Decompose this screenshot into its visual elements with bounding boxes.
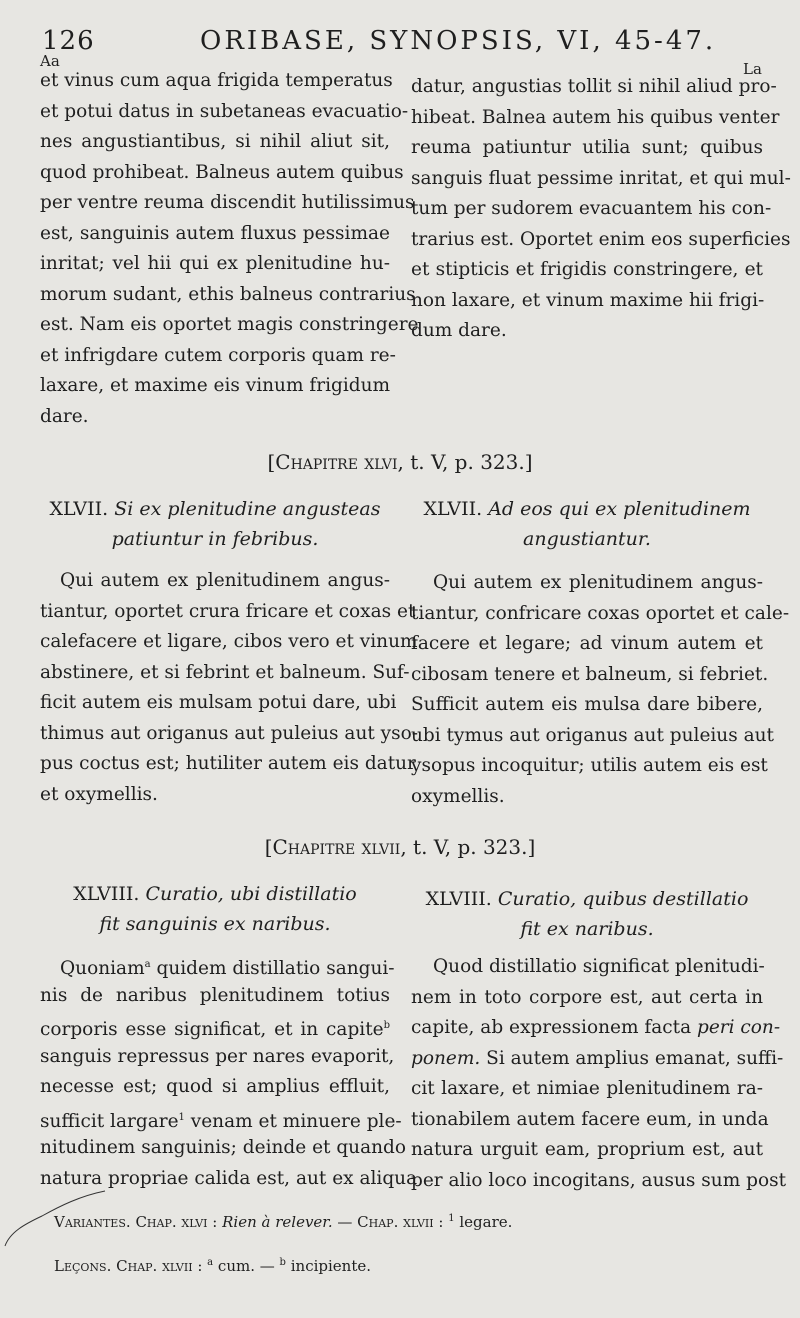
text-line: necesse est; quod si amplius effluit,	[40, 1076, 390, 1097]
running-head	[40, 22, 760, 62]
section1-left-column	[40, 66, 419, 432]
variantes-note	[54, 1213, 512, 1231]
text-line: et infrigdare cutem corporis quam re-	[40, 344, 396, 366]
text-line: nem in toto corpore est, aut certa in	[411, 986, 763, 1008]
text-line	[40, 950, 395, 981]
italic-run: ponem.	[411, 1047, 481, 1069]
note-dash: —	[337, 1213, 353, 1231]
bracket: [	[264, 835, 273, 859]
section3-right-column	[411, 952, 787, 1196]
chapitre-label: Chapitre xlvi	[275, 450, 398, 474]
text-line: thimus aut origanus aut puleius aut yso-	[40, 722, 419, 744]
chapter-reference	[0, 835, 800, 859]
heading-number: XLVII.	[423, 498, 483, 520]
footnote-mark: 1	[448, 1213, 455, 1224]
heading-title: Curatio, ubi distillatio	[145, 883, 357, 905]
heading-number: XLVIII.	[425, 888, 492, 910]
text-line	[411, 1013, 781, 1044]
text-line: Sufficit autem eis mulsa dare bibere,	[411, 694, 763, 715]
italic-run: peri con-	[696, 1017, 781, 1038]
text-line: ubi tymus aut origanus aut puleius aut	[411, 724, 774, 746]
text-line: sanguis repressus per nares evaporit,	[40, 1045, 395, 1067]
text-line: non laxare, et vinum maxime hii frigi-	[411, 289, 765, 311]
text-line: facere et legare; ad vinum autem et	[411, 633, 763, 654]
chapitre-label: Chapitre xlvii	[272, 835, 401, 859]
footnote-mark: a	[207, 1257, 214, 1268]
heading-title-cont: angustiantur.	[523, 528, 651, 550]
heading-number: XLVII.	[49, 498, 109, 520]
note-dash: —	[259, 1257, 275, 1275]
heading-title: Ad eos qui ex plenitudinem	[488, 498, 751, 520]
text-line: hibeat. Balnea autem his quibus venter	[411, 106, 780, 128]
text-run: Quoniam	[60, 958, 145, 980]
note-chapter: Chap. xlvii :	[357, 1213, 444, 1231]
note-text: legare.	[459, 1213, 513, 1231]
text-line: dare.	[40, 405, 89, 427]
text-run: venam et minuere ple-	[184, 1110, 402, 1132]
text-run: Si autem amplius emanat, suffi-	[480, 1047, 784, 1069]
text-line: nitudinem sanguinis; deinde et quando	[40, 1137, 407, 1158]
text-line: et potui datus in subetaneas evacuatio-	[40, 100, 409, 122]
text-line: Qui autem ex plenitudinem angus-	[60, 570, 390, 591]
heading-title-cont: fit ex naribus.	[520, 918, 654, 940]
note-text: incipiente.	[290, 1257, 372, 1275]
section1-right-column	[411, 72, 791, 347]
text-line: est, sanguinis autem fluxus pessimae	[40, 222, 390, 244]
text-line: abstinere, et si febrint et balneum. Suf-	[40, 661, 410, 683]
text-line: et oxymellis.	[40, 783, 158, 805]
text-run: quidem distillatio sangui-	[150, 958, 395, 980]
text-line: tiantur, oportet crura fricare et coxas et	[40, 600, 416, 622]
note-chapter: Chap. xlvi :	[135, 1213, 218, 1231]
text-line: est. Nam eis oportet magis constringere	[40, 314, 419, 335]
section3-left-heading	[40, 879, 390, 939]
text-line: cibosam tenere et balneum, si febriet.	[411, 663, 769, 685]
text-line: calefacere et ligare, cibos vero et vinum	[40, 631, 418, 652]
text-line: ficit autem eis mulsam potui dare, ubi	[40, 692, 397, 713]
section3-right-heading	[411, 884, 763, 944]
text-line: pus coctus est; hutiliter autem eis datur	[40, 753, 416, 774]
note-label: Leçons.	[54, 1257, 112, 1275]
text-line: ysopus incoquitur; utilis autem eis est	[411, 755, 768, 776]
section2-right-column	[411, 568, 790, 812]
text-line: tiantur, confricare coxas oportet et cale-	[411, 602, 790, 624]
text-line: tum per sudorem evacuantem his con-	[411, 198, 772, 219]
heading-number: XLVIII.	[73, 883, 140, 905]
lecons-note	[54, 1257, 371, 1275]
text-line: inritat; vel hii qui ex plenitudine hu-	[40, 253, 390, 274]
heading-title-cont: patiuntur in febribus.	[111, 528, 319, 550]
footnote-mark: b	[383, 1020, 390, 1031]
text-line: natura urguit eam, proprium est, aut	[411, 1139, 763, 1160]
text-line: nes angustiantibus, si nihil aliut sit,	[40, 131, 390, 152]
footnote-mark: a	[144, 959, 151, 970]
note-text: cum.	[217, 1257, 255, 1275]
bracket: [	[267, 450, 276, 474]
section3-left-column	[40, 950, 418, 1194]
text-line: nis de naribus plenitudinem totius	[40, 984, 390, 1006]
heading-title: Curatio, quibus destillatio	[497, 888, 749, 910]
text-line	[40, 1011, 390, 1042]
siglum-left: Aa	[40, 52, 60, 70]
text-line: dum dare.	[411, 320, 507, 341]
text-line: laxare, et maxime eis vinum frigidum	[40, 375, 391, 396]
text-line: natura propriae calida est, aut ex aliqua	[40, 1167, 418, 1189]
text-line: cit laxare, et nimiae plenitudinem ra-	[411, 1078, 763, 1099]
text-line: datur, angustias tollit si nihil aliud pro-	[411, 76, 777, 97]
text-run: capite, ab expressionem facta	[411, 1017, 697, 1038]
heading-title: Si ex plenitudine angusteas	[114, 498, 381, 520]
section2-left-heading	[40, 494, 390, 554]
footnote-mark: 1	[178, 1111, 185, 1123]
text-line: morum sudant, ethis balneus contrarius	[40, 283, 416, 305]
page-number: 126	[42, 26, 95, 56]
text-line: reuma patiuntur utilia sunt; quibus	[411, 137, 763, 158]
text-run: sufficit largare	[40, 1110, 179, 1132]
chapter-location: , t. V, p. 323.]	[397, 450, 533, 474]
running-title: ORIBASE, SYNOPSIS, VI, 45-47.	[200, 26, 717, 56]
text-line: sanguis fluat pessime inritat, et qui mul-	[411, 167, 791, 189]
text-line	[411, 1044, 784, 1075]
text-line: oxymellis.	[411, 785, 505, 807]
text-line: Qui autem ex plenitudinem angus-	[433, 572, 763, 593]
text-line: per alio loco incogitans, ausus sum post	[411, 1169, 787, 1191]
chapter-location: , t. V, p. 323.]	[400, 835, 536, 859]
text-line: Quod distillatio significat plenitudi-	[433, 956, 765, 977]
section2-right-heading	[411, 494, 763, 554]
siglum-right: La	[743, 60, 762, 78]
text-line: et vinus cum aqua frigida temperatus	[40, 70, 393, 91]
text-line: et stipticis et frigidis constringere, et	[411, 259, 763, 280]
text-line	[40, 1103, 402, 1134]
section2-left-column	[40, 566, 419, 810]
text-line: trarius est. Oportet enim eos superficies	[411, 228, 791, 250]
text-line: quod prohibeat. Balneus autem quibus	[40, 161, 404, 183]
footnote-mark: b	[279, 1257, 286, 1268]
text-line: tionabilem autem facere eum, in unda	[411, 1108, 769, 1130]
chapter-reference	[0, 450, 800, 474]
text-run: corporis esse significat, et in capite	[40, 1019, 384, 1041]
heading-title-cont: fit sanguinis ex naribus.	[99, 913, 331, 935]
note-label: Variantes.	[54, 1213, 131, 1231]
text-line: per ventre reuma discendit hutilissimus	[40, 192, 415, 213]
note-chapter: Chap. xlvii :	[116, 1257, 203, 1275]
note-text: Rien à relever.	[222, 1213, 333, 1231]
